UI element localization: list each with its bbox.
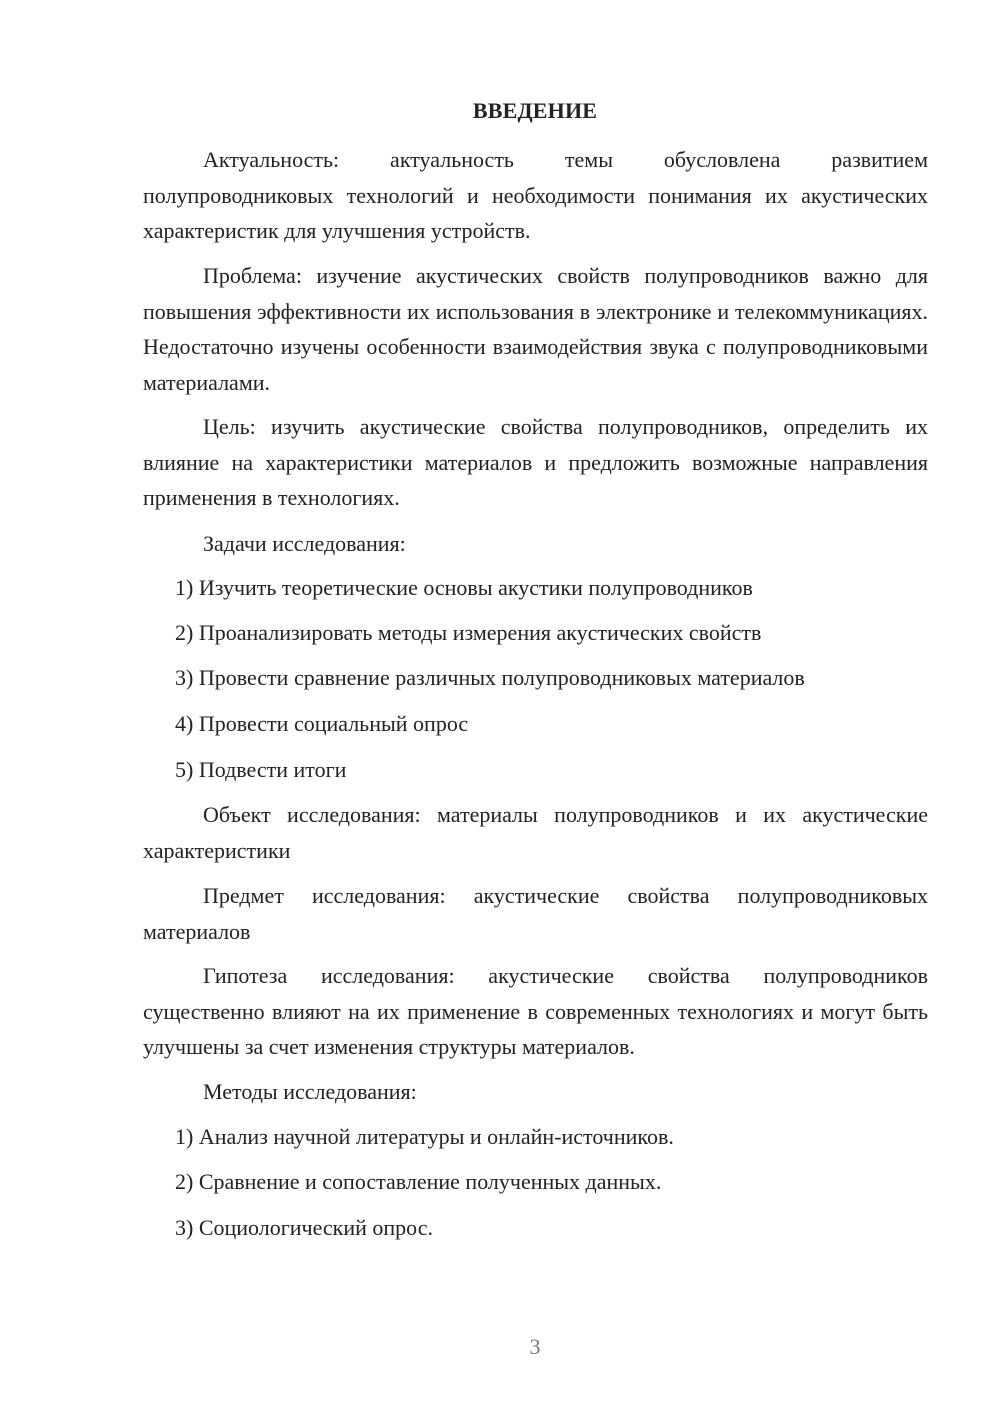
problem-paragraph: Проблема: изучение акустических свойств полупроводников важно для повышения эффективности их использования в электронике и телекоммуникациях. Недостаточно изучены особенности взаимодействия звука с полупроводниковыми материалами. bbox=[143, 263, 928, 395]
goal-paragraph: Цель: изучить акустические свойства полупроводников, определить их влияние на характеристики материалов и предложить возможные направления применения в технологиях. bbox=[143, 414, 928, 510]
method-item-2: 2) Сравнение и сопоставление полученных данных. bbox=[175, 1169, 662, 1194]
method-item-1: 1) Анализ научной литературы и онлайн-источников. bbox=[175, 1124, 674, 1149]
subject-paragraph: Предмет исследования: акустические свойства полупроводниковых материалов bbox=[143, 883, 928, 944]
task-item-4: 4) Провести социальный опрос bbox=[175, 711, 469, 736]
tasks-heading: Задачи исследования: bbox=[203, 531, 406, 556]
task-item-1: 1) Изучить теоретические основы акустики полупроводников bbox=[175, 575, 753, 600]
task-item-3: 3) Провести сравнение различных полупроводниковых материалов bbox=[175, 665, 805, 690]
page-number: 3 bbox=[529, 1334, 541, 1359]
page-title: ВВЕДЕНИЕ bbox=[472, 98, 598, 123]
task-item-5: 5) Подвести итоги bbox=[175, 757, 347, 782]
relevance-paragraph: Актуальность: актуальность темы обусловлена развитием полупроводниковых технологий и необходимости понимания их акустических характеристик для улучшения устройств. bbox=[143, 147, 928, 243]
hypothesis-paragraph: Гипотеза исследования: акустические свойства полупроводников существенно влияют на их применение в современных технологиях и могут быть улучшены за счет изменения структуры материалов. bbox=[143, 963, 928, 1059]
task-item-2: 2) Проанализировать методы измерения акустических свойств bbox=[175, 620, 762, 645]
methods-heading: Методы исследования: bbox=[203, 1079, 417, 1104]
method-item-3: 3) Социологический опрос. bbox=[175, 1215, 433, 1240]
object-paragraph: Объект исследования: материалы полупроводников и их акустические характеристики bbox=[143, 802, 928, 863]
